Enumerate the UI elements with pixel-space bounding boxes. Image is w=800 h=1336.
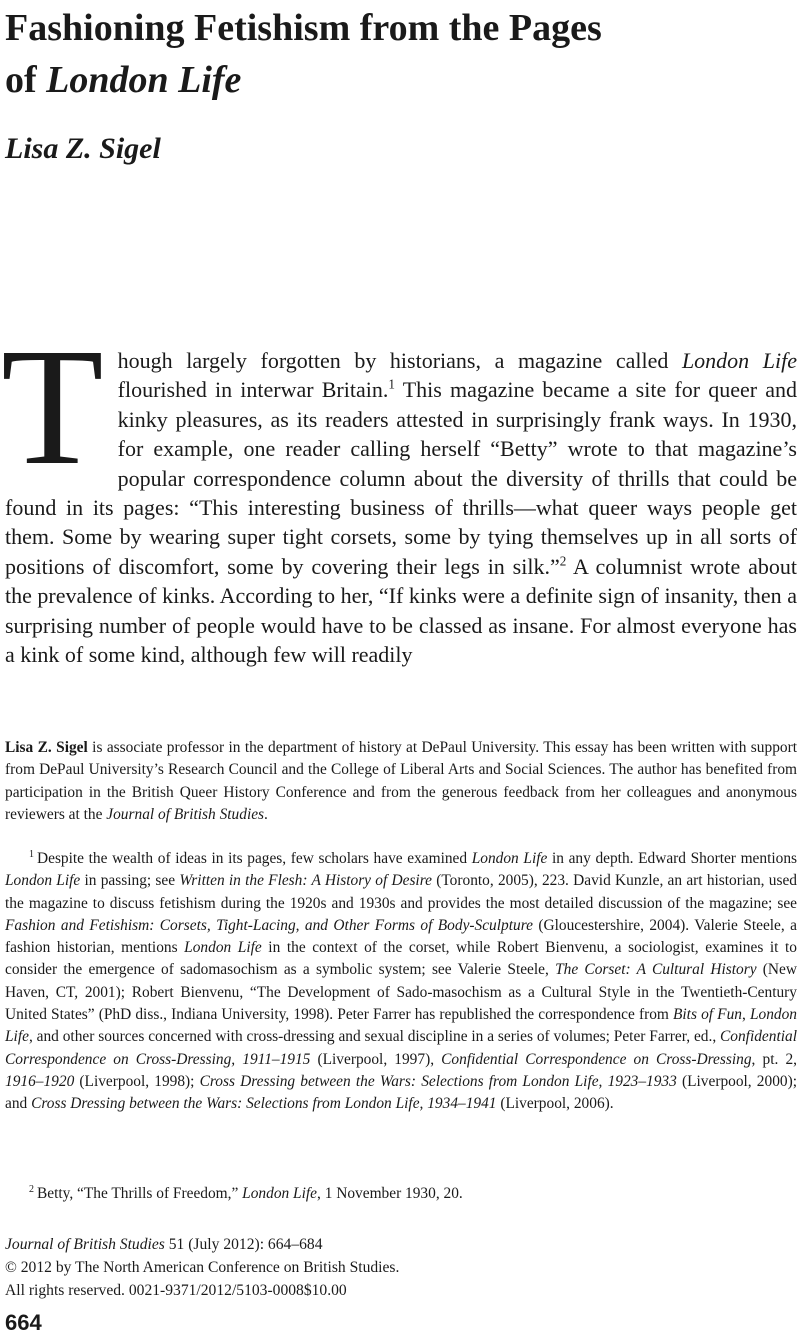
article-title [5, 2, 795, 106]
title-line-1: Fashioning Fetishism from the Pages [5, 7, 602, 49]
author-name: Lisa Z. Sigel [5, 132, 161, 165]
title-prefix: of [5, 59, 47, 101]
footnote-2: $^2$ Betty, “The Thrills of Freedom,” London Life, 1 November 1930, 20. [29, 1183, 463, 1202]
footnote-1-number: 1 [29, 848, 34, 860]
affiliation-author-name: Lisa Z. Sigel [5, 739, 88, 756]
page-number: 664 [5, 1310, 42, 1335]
journal-info [5, 1233, 797, 1302]
copyright-line: © 2012 by The North American Conference on British Studies. [5, 1259, 400, 1276]
journal-issue: 51 (July 2012): 664–684 [164, 1236, 323, 1253]
body-paragraph: Though largely forgotten by historians, a magazine called London Life flourished in interwar Britain.$^1$ This magazine became a site for queer and kinky pleasures, as its readers attested in surprisingly frank ways. In 1930, for example, one reader calling herself “Betty” wrote to that magazine’s popular correspondence column about the diversity of thrills that could be found in its pages: “This interesting business of thrills—what queer ways people get them. Some by wearing super tight corsets, some by tying themselves up in all sorts of positions of discomfort, some by covering their legs in silk.”$^2$ A columnist wrote about the prevalence of kinks. According to her, “If kinks were a definite sign of insanity, then a surprising number of people would have to be classed as insane. For almost everyone has a kink of some kind, although few will readily [1, 314, 797, 668]
drop-cap: T [1, 314, 104, 500]
footnote-ref-1[interactable]: 1 [388, 377, 395, 393]
footnote-1: $^1$ Despite the wealth of ideas in its pages, few scholars have examined London Life in any depth. Edward Shorter mentions London Life in passing; see Written in the Flesh: A History of Desire (Toronto, 2005), 223. David Kunzle, an art historian, used the magazine to discuss fetishism during the 1920s and 1930s and provides the most detailed discussion of the magazine; see Fashion and Fetishism: Corsets, Tight-Lacing, and Other Forms of Body-Sculpture (Gloucestershire, 2004). Valerie Steele, a fashion historian, mentions London Life in the context of the corset, while Robert Bienvenu, a sociologist, examines it to consider the emergence of sadomasochism as a symbolic system; see Valerie Steele, The Corset: A Cultural History (New Haven, CT, 2001); Robert Bienvenu, “The Development of Sado-masochism as a Cultural Style in the Twentieth-Century United States” (PhD diss., Indiana University, 1998). Peter Farrer has republished the correspondence from Bits of Fun, London Life, and other sources concerned with cross-dressing and sexual discipline in a series of volumes; Peter Farrer, ed., Confidential Correspondence on Cross-Dressing, 1911–1915 (Liverpool, 1997), Confidential Correspondence on Cross-Dressing, pt. 2, 1916–1920 (Liverpool, 1998); Cross Dressing between the Wars: Selections from London Life, 1923–1933 (Liverpool, 2000); and Cross Dressing between the Wars: Selections from London Life, 1934–1941 (Liverpool, 2006). [5, 848, 798, 1113]
rights-line: All rights reserved. 0021-9371/2012/5103-0008$10.00 [5, 1282, 347, 1299]
journal-citation [5, 1233, 797, 1256]
footnote-2-number: 2 [29, 1183, 34, 1195]
footnote-ref-2[interactable]: 2 [559, 553, 567, 569]
author-affiliation-note: Lisa Z. Sigel is associate professor in the department of history at DePaul University. This essay has been written with support from DePaul University’s Research Council and the College of Liberal Arts and Social Sciences. The author has benefited from participation in the British Queer History Conference and from the generous feedback from her colleagues and anonymous reviewers at the Journal of British Studies. [5, 739, 797, 823]
journal-name: Journal of British Studies [5, 1236, 165, 1253]
title-magazine-name: London Life [46, 59, 242, 101]
